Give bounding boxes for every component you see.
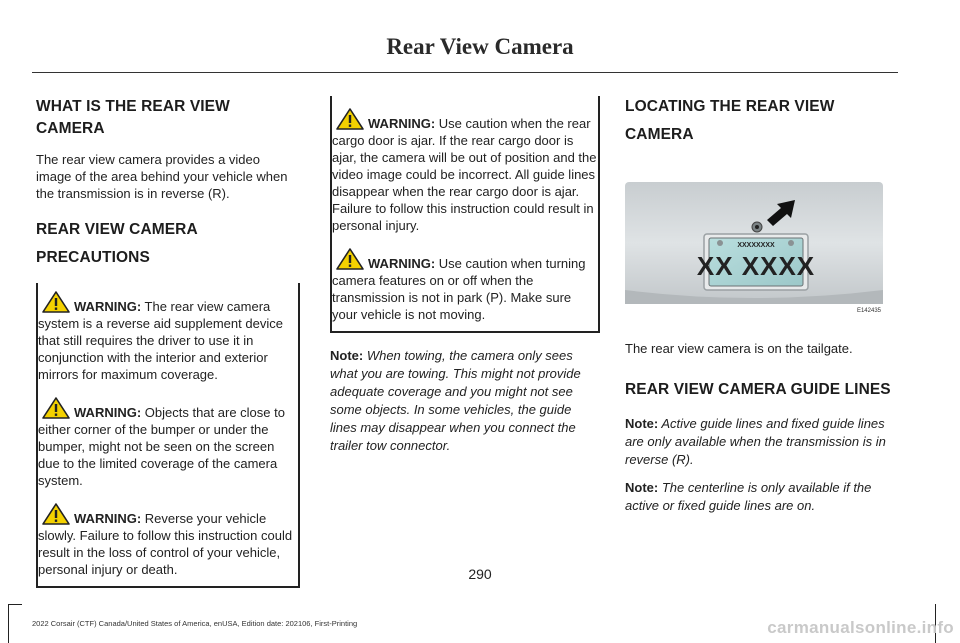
heading-locating-line2: CAMERA <box>625 126 694 143</box>
warning-text: Use caution when turning camera features on or off when the transmission is not in park (P). Make sure your vehicle is not moving. <box>332 256 586 322</box>
warning-box-middle <box>330 96 600 333</box>
warning-triangle-icon <box>336 108 364 130</box>
note-label: Note: <box>625 416 659 431</box>
heading-locating-line1: LOCATING THE REAR VIEW <box>625 98 835 115</box>
guide-note-1 <box>625 415 895 469</box>
image-code: E142435 <box>856 308 881 314</box>
heading-what-is: WHAT IS THE REAR VIEW CAMERA <box>36 98 230 137</box>
note-label: Note: <box>625 480 659 495</box>
warning-triangle-icon <box>42 503 70 525</box>
warning-label: WARNING: <box>74 299 142 314</box>
warning-triangle-icon <box>42 397 70 419</box>
warning-item <box>332 108 598 234</box>
guide-note-2 <box>625 479 895 515</box>
plate-top-text: XXXXXXXX <box>737 242 775 249</box>
column-left <box>36 96 298 588</box>
towing-note <box>330 347 598 455</box>
watermark: carmanualsonline.info <box>767 618 954 637</box>
tailgate-camera-illustration <box>625 172 883 314</box>
edition-footer: 2022 Corsair (CTF) Canada/United States of America, enUSA, Edition date: 202106, First-Printing <box>32 619 358 628</box>
warning-text: Objects that are close to either corner of the bumper or under the bumper, might not be seen on the screen due to the limited coverage of the camera system. <box>38 405 285 488</box>
crop-mark <box>8 604 22 605</box>
warning-triangle-icon <box>336 248 364 270</box>
warning-label: WARNING: <box>74 511 142 526</box>
what-is-paragraph: The rear view camera provides a video image of the area behind your vehicle when the transmission is in reverse (R). <box>36 152 288 201</box>
column-right-lower <box>625 340 895 525</box>
warning-box-left <box>36 283 300 588</box>
warning-item <box>38 291 298 383</box>
page-title: Rear View Camera <box>386 34 574 59</box>
column-middle <box>330 96 598 465</box>
heading-precautions-line1: REAR VIEW CAMERA <box>36 221 198 238</box>
heading-guide-lines: REAR VIEW CAMERA GUIDE LINES <box>625 381 891 398</box>
note-text: When towing, the camera only sees what you are towing. This might not provide adequate coverage and you might not see some objects. In some vehicles, the guide lines may disappear when you connect the trailer tow connector. <box>330 348 581 453</box>
header-divider <box>32 72 898 73</box>
warning-item <box>38 397 298 489</box>
warning-label: WARNING: <box>74 405 142 420</box>
plate-main-text: XX XXXX <box>696 251 816 281</box>
crop-mark <box>8 604 9 643</box>
page-number: 290 <box>468 566 492 582</box>
warning-text: The rear view camera system is a reverse aid supplement device that still requires the driver to use it in conjunction with the interior and exterior mirrors for maximum coverage. <box>38 299 283 382</box>
warning-text: Reverse your vehicle slowly. Failure to follow this instruction could result in the loss of control of your vehicle, personal injury or death. <box>38 511 293 577</box>
warning-label: WARNING: <box>368 256 436 271</box>
note-label: Note: <box>330 348 364 363</box>
column-right <box>625 96 895 146</box>
warning-triangle-icon <box>42 291 70 313</box>
warning-text: Use caution when the rear cargo door is ajar. If the rear cargo door is ajar, the camera will be out of position and the video image could be incorrect. All guide lines disappear when the rear cargo door is ajar. Failure to follow this instruction could result in personal injury. <box>332 116 597 233</box>
warning-label: WARNING: <box>368 116 436 131</box>
warning-item <box>332 248 598 323</box>
note-text: The centerline is only available if the active or fixed guide lines are on. <box>625 480 872 513</box>
tailgate-paragraph: The rear view camera is on the tailgate. <box>625 341 853 356</box>
note-text: Active guide lines and fixed guide lines are only available when the transmission is in reverse (R). <box>625 416 886 467</box>
heading-precautions-line2: PRECAUTIONS <box>36 249 150 266</box>
